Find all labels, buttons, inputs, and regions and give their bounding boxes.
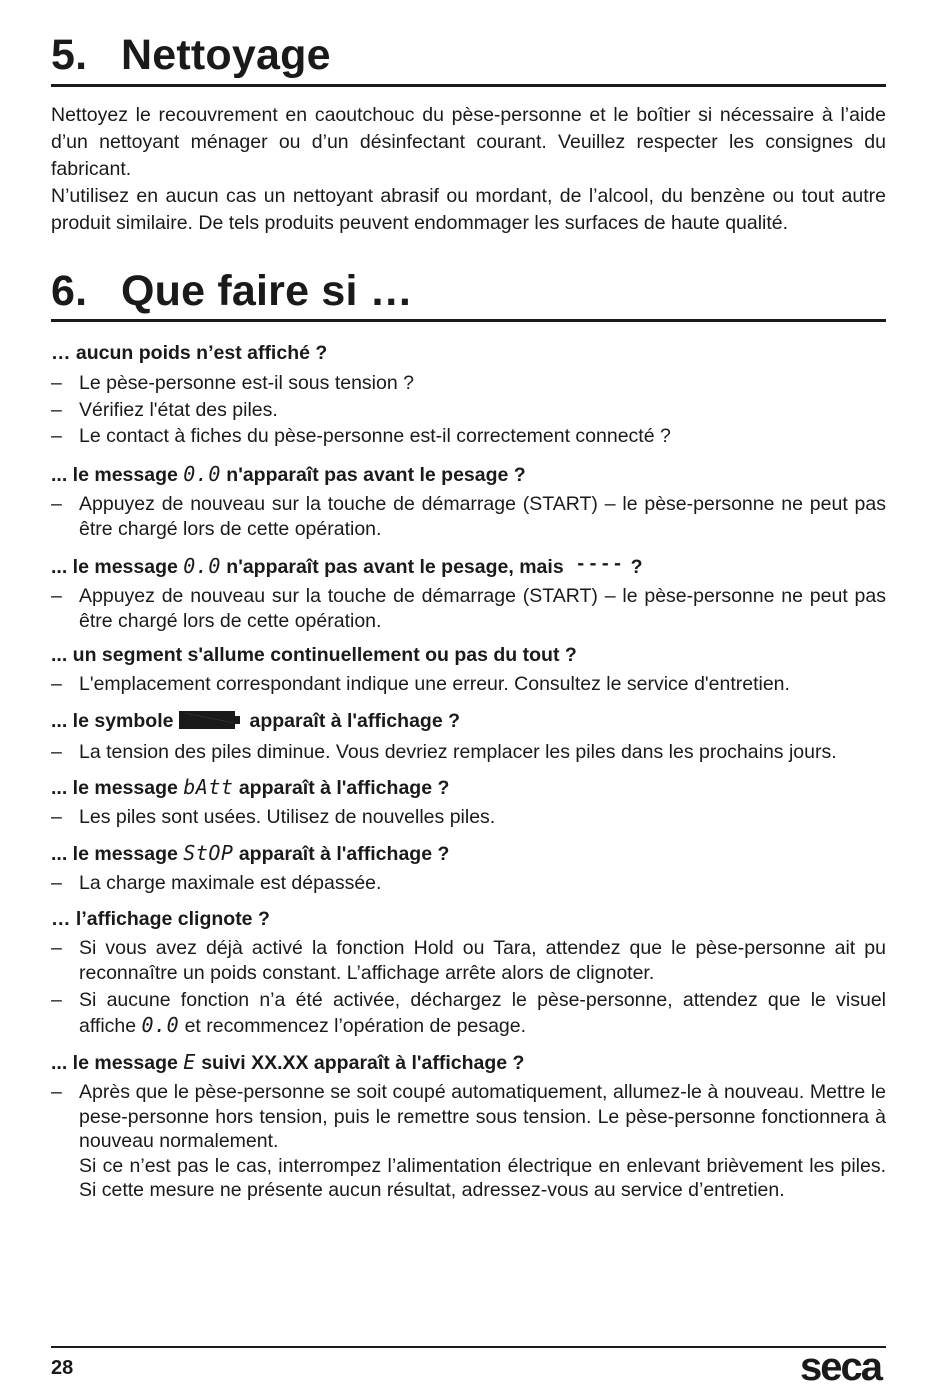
- faq-answer-item: – La tension des piles diminue. Vous devriez remplacer les piles dans les prochains jours.: [51, 740, 886, 765]
- faq-question-text: ... le message: [51, 1052, 184, 1074]
- section-5-title: Nettoyage: [121, 31, 331, 79]
- faq-question-text: apparaît à l'affichage ?: [233, 843, 450, 865]
- faq-display-blinks: [51, 907, 886, 1038]
- faq-zero-not-shown-dashes: [51, 552, 886, 633]
- battery-low-icon: [179, 711, 241, 735]
- footer-rule: [51, 1346, 886, 1348]
- faq-question-text: suivi XX.XX apparaît à l'affichage ?: [195, 1052, 525, 1074]
- faq-answer-item: – Vérifiez l'état des piles.: [51, 398, 886, 423]
- faq-question: [51, 775, 886, 800]
- faq-segment-error: [51, 643, 886, 697]
- faq-answer-text: Si aucune fonction n’a été activée, déchargez le pèse-personne, attendez que le visuel affiche: [79, 989, 886, 1037]
- faq-question: ... un segment s'allume continuellement ou pas du tout ?: [51, 644, 577, 666]
- faq-question-text: apparaît à l'affichage ?: [249, 710, 460, 732]
- faq-answer-text: et recommencez l’opération de pesage.: [179, 1014, 527, 1037]
- faq-question-text: ... le message: [51, 777, 184, 799]
- section-5-body: [51, 102, 886, 237]
- faq-answers: [51, 584, 886, 633]
- faq-question: [51, 552, 886, 579]
- faq-answer-text: – Après que le pèse-personne se soit coupé automatiquement, allumez-le à nouveau. Mettre le pese-personne hors tension, puis le remettre sous tension. Le pèse-personne fonctionnera à nouveau normalement.: [79, 1081, 886, 1152]
- faq-answers: [51, 740, 886, 765]
- faq-answer-item: – L'emplacement correspondant indique une erreur. Consultez le service d'entretien.: [51, 672, 886, 697]
- faq-answer-item: – Le pèse-personne est-il sous tension ?: [51, 371, 886, 396]
- faq-answers: [51, 805, 886, 830]
- faq-answer-item: – Appuyez de nouveau sur la touche de démarrage (START) – le pèse-personne ne peut pas être chargé lors de cette opération.: [51, 584, 886, 633]
- faq-answers: [51, 1080, 886, 1203]
- faq-battery-symbol: [51, 709, 886, 765]
- faq-batt-message: [51, 775, 886, 830]
- faq-question: [51, 462, 886, 487]
- faq-answers: [51, 936, 886, 1038]
- faq-answer-item: – Le contact à fiches du pèse-personne est-il correctement connecté ?: [51, 424, 886, 449]
- faq-answer-item: – Si vous avez déjà activé la fonction Hold ou Tara, attendez que le pèse-personne ait pu reconnaître un poids constant. L’affichage arrête alors de clignoter.: [51, 936, 886, 985]
- section-5-heading: [51, 31, 331, 79]
- display-code: bAtt: [183, 775, 234, 799]
- faq-stop-message: [51, 841, 886, 896]
- faq-answer-item: [51, 1080, 886, 1203]
- faq-question: [51, 1050, 886, 1075]
- section-5-number: 5.: [51, 31, 88, 79]
- faq-question-text: ?: [630, 556, 643, 578]
- faq-answer-text: Si ce n’est pas le cas, interrompez l’alimentation électrique en enlevant brièvement les piles. Si cette mesure ne présente aucun résultat, adressez-vous au service d’entretien.: [79, 1154, 886, 1201]
- section-6-number: 6.: [51, 267, 88, 315]
- faq-question: … aucun poids n’est affiché ?: [51, 342, 328, 364]
- faq-answer-item: – Les piles sont usées. Utilisez de nouvelles piles.: [51, 805, 886, 830]
- faq-answer-item: – La charge maximale est dépassée.: [51, 871, 886, 896]
- faq-question: [51, 709, 886, 735]
- display-code: 0.0: [183, 554, 221, 578]
- faq-answer-item: – Appuyez de nouveau sur la touche de démarrage (START) – le pèse-personne ne peut pas être chargé lors de cette opération.: [51, 492, 886, 541]
- faq-error-code: [51, 1050, 886, 1203]
- faq-no-weight: [51, 341, 886, 449]
- faq-question-text: apparaît à l'affichage ?: [233, 777, 450, 799]
- display-dashes: ----: [575, 554, 625, 574]
- cleaning-paragraph-1: Nettoyez le recouvrement en caoutchouc du pèse-personne et le boîtier si nécessaire à l’aide d’un nettoyant ménager ou d’un désinfectant courant. Veuillez respecter les consignes du fabricant.: [51, 104, 886, 180]
- faq-question-text: ... le message: [51, 843, 184, 865]
- faq-answers: [51, 492, 886, 541]
- faq-question: … l’affichage clignote ?: [51, 908, 270, 930]
- faq-question-text: n'apparaît pas avant le pesage, mais: [220, 556, 564, 578]
- faq-answers: [51, 871, 886, 896]
- faq-answers: [51, 672, 886, 697]
- page-number: 28: [51, 1357, 74, 1379]
- section-5-rule: [51, 84, 886, 87]
- faq-question-text: ... le message: [51, 556, 184, 578]
- section-6-title: Que faire si …: [121, 267, 413, 315]
- section-6-rule: [51, 319, 886, 322]
- section-6-heading: [51, 267, 413, 315]
- faq-zero-not-shown: [51, 462, 886, 541]
- cleaning-paragraph-2: N’utilisez en aucun cas un nettoyant abrasif ou mordant, de l’alcool, du benzène ou tout autre produit similaire. De tels produits peuvent endommager les surfaces de haute qualité.: [51, 185, 886, 234]
- faq-question-text: ... le message: [51, 464, 184, 486]
- faq-question-text: ... le symbole: [51, 710, 174, 732]
- seca-logo: seca: [800, 1345, 881, 1389]
- faq-answers: [51, 371, 886, 449]
- faq-question: [51, 841, 886, 866]
- display-code: StOP: [183, 841, 234, 865]
- display-code: E: [183, 1050, 196, 1074]
- display-code: 0.0: [183, 462, 221, 486]
- display-code: 0.0: [141, 1012, 180, 1037]
- faq-question-text: n'apparaît pas avant le pesage ?: [220, 464, 526, 486]
- faq-answer-item: [51, 988, 886, 1038]
